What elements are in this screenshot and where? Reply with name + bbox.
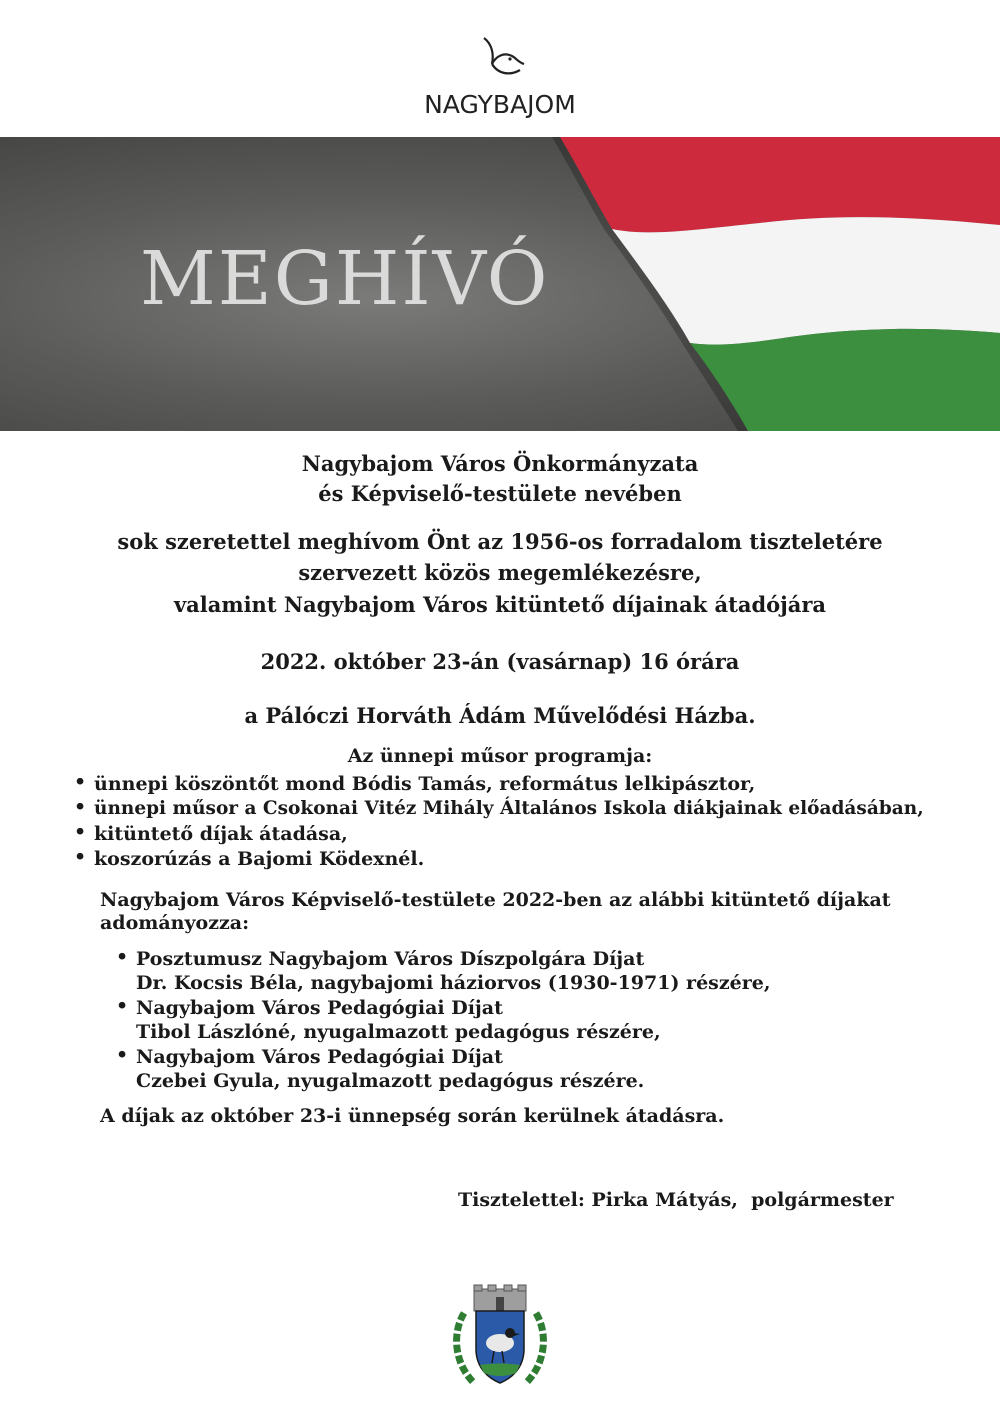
- award-recipient: Czebei Gyula, nyugalmazott pedagógus részére.: [136, 1070, 645, 1092]
- program-item: ünnepi műsor a Csokonai Vitéz Mihály Általános Iskola diákjainak előadásában,: [94, 798, 924, 819]
- invitation-line: valamint Nagybajom Város kitüntető díjainak átadójára: [173, 592, 827, 617]
- invitation-line: szervezett közös megemlékezésre,: [298, 560, 702, 585]
- invitation-line: Nagybajom Város Önkormányzata: [301, 451, 699, 476]
- signature: Tisztelettel: Pirka Mátyás, polgármester: [458, 1189, 894, 1211]
- coat-of-arms-icon: [444, 1283, 556, 1395]
- bullet-icon: •: [74, 771, 87, 793]
- award-recipient: Dr. Kocsis Béla, nagybajomi háziorvos (1930-1971) részére,: [136, 972, 771, 994]
- invitation-line: sok szeretettel meghívom Önt az 1956-os forradalom tiszteletére: [117, 529, 883, 554]
- bullet-icon: •: [74, 846, 87, 868]
- coat-of-arms: [444, 1283, 556, 1399]
- program-item: koszorúzás a Bajomi Ködexnél.: [94, 848, 425, 870]
- bullet-icon: •: [116, 1044, 129, 1066]
- logo-wordmark: NAGYBAJOM: [424, 90, 576, 119]
- event-date: 2022. október 23-án (vasárnap) 16 órára: [260, 649, 740, 674]
- invitation-title: MEGHÍVÓ: [140, 236, 550, 322]
- awards-intro: Nagybajom Város Képviselő-testülete 2022-ben az alábbi kitüntető díjakat: [100, 889, 891, 911]
- bullet-icon: •: [74, 821, 87, 843]
- bullet-icon: •: [116, 995, 129, 1017]
- bullet-icon: •: [116, 946, 129, 968]
- award-title: Nagybajom Város Pedagógiai Díjat: [136, 1046, 503, 1068]
- nagybajom-logo: [0, 30, 1000, 125]
- award-title: Posztumusz Nagybajom Város Díszpolgára Díjat: [136, 948, 645, 970]
- invitation-line: és Képviselő-testülete nevében: [318, 481, 682, 506]
- awards-closing: A díjak az október 23-i ünnepség során kerülnek átadásra.: [100, 1105, 725, 1127]
- bird-logo-icon: [470, 30, 530, 90]
- program-item: kitüntető díjak átadása,: [94, 823, 348, 845]
- event-venue: a Pálóczi Horváth Ádám Művelődési Házba.: [244, 703, 756, 728]
- program-heading: Az ünnepi műsor programja:: [347, 745, 653, 767]
- program-item: ünnepi köszöntőt mond Bódis Tamás, református lelkipásztor,: [94, 773, 756, 795]
- bullet-icon: •: [74, 796, 87, 818]
- awards-intro: adományozza:: [100, 912, 250, 934]
- award-title: Nagybajom Város Pedagógiai Díjat: [136, 997, 503, 1019]
- award-recipient: Tibol Lászlóné, nyugalmazott pedagógus részére,: [136, 1021, 661, 1043]
